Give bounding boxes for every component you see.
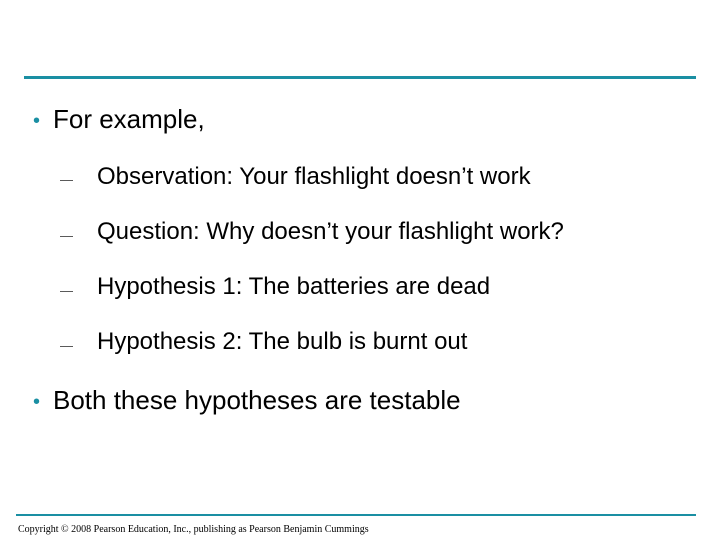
bullet-marker: • bbox=[33, 110, 41, 132]
sub-item-hypothesis-2: Hypothesis 2: The bulb is burnt out bbox=[97, 328, 468, 355]
sub-item-observation: Observation: Your flashlight doesn’t work bbox=[97, 163, 531, 190]
bullet-marker: • bbox=[33, 391, 41, 413]
dash-marker bbox=[60, 180, 73, 181]
bullet-text-testable: Both these hypotheses are testable bbox=[53, 385, 461, 415]
bottom-divider bbox=[16, 514, 696, 516]
dash-marker bbox=[60, 291, 73, 292]
dash-marker bbox=[60, 346, 73, 347]
top-divider bbox=[24, 76, 696, 79]
copyright-footer: Copyright © 2008 Pearson Education, Inc., publishing as Pearson Benjamin Cummings bbox=[18, 524, 369, 535]
bullet-text-for-example: For example, bbox=[53, 104, 205, 134]
dash-marker bbox=[60, 236, 73, 237]
sub-item-question: Question: Why doesn’t your flashlight work? bbox=[97, 218, 564, 245]
sub-item-hypothesis-1: Hypothesis 1: The batteries are dead bbox=[97, 273, 491, 300]
